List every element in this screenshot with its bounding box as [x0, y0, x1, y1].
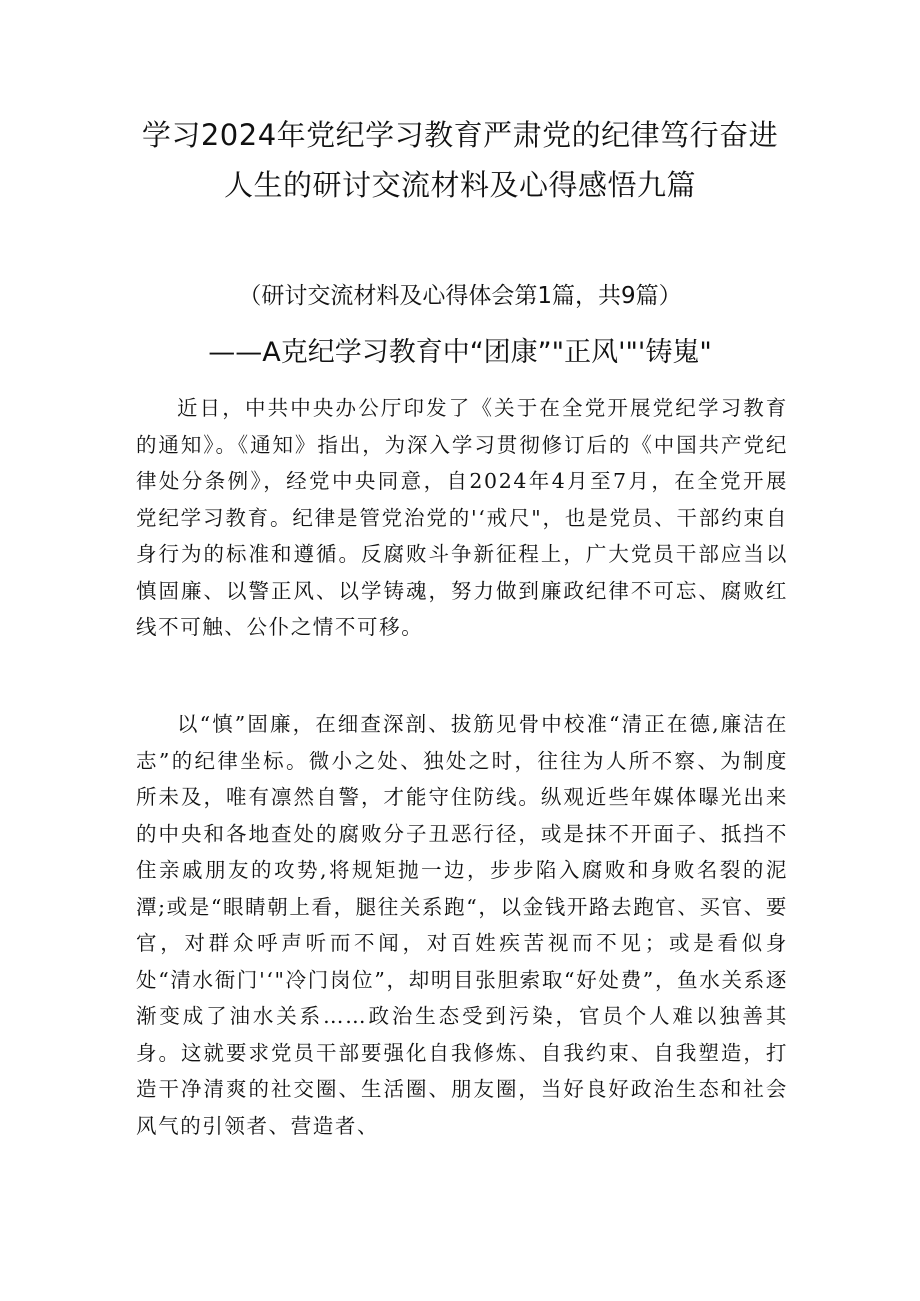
document-body — [136, 390, 788, 1290]
document-subtitle: （研讨交流材料及心得体会第1篇，共9篇） — [238, 283, 682, 309]
section-heading: ——A克纪学习教育中“团康”"正风'"'铸嵬" — [208, 337, 712, 368]
body-paragraph-2: 以“慎”固廉，在细查深剖、拔筋见骨中校准“清正在德,廉洁在志”的纪律坐标。微小之处、独处之时，往往为人所不察、为制度所未及，唯有凛然自警，才能守住防线。纵观近些年媒体曝光出来的中央和各地查处的腐败分子丑恶行径，或是抹不开面子、抵挡不住亲戚朋友的攻势,将规矩抛一边，步步陷入腐败和身败名裂的泥潭;或是“眼睛朝上看，腿往关系跑“，以金钱开路去跑官、买官、要官，对群众呼声听而不闻，对百姓疾苦视而不见；或是看似身处“清水衙门'‘"冷门岗位”，却明目张胆索取“好处费”，鱼水关系逐渐变成了油水关系……政治生态受到污染，官员个人难以独善其身。这就要求党员干部要强化自我修炼、自我约束、自我塑造，打造干净清爽的社交圈、生活圈、朋友圈，当好良好政治生态和社会风气的引领者、营造者、 — [136, 712, 788, 1138]
body-paragraph-1: 近日，中共中央办公厅印发了《关于在全党开展党纪学习教育的通知》。《通知》指出，为深入学习贯彻修订后的《中国共产党纪律处分条例》，经党中央同意，自2024年4月至7月，在全党开展党纪学习教育。纪律是管党治党的'‘戒尺"，也是党员、干部约束自身行为的标准和遵循。反腐败斗争新征程上，广大党员干部应当以慎固廉、以警正风、以学铸魂，努力做到廉政纪律不可忘、腐败红线不可触、公仆之情不可移。 — [136, 396, 788, 639]
document-title-line-2: 人生的研讨交流材料及心得感悟九篇 — [223, 168, 696, 202]
document-title-line-1: 学习2024年党纪学习教育严肃党的纪律笃行奋进 — [141, 118, 779, 152]
